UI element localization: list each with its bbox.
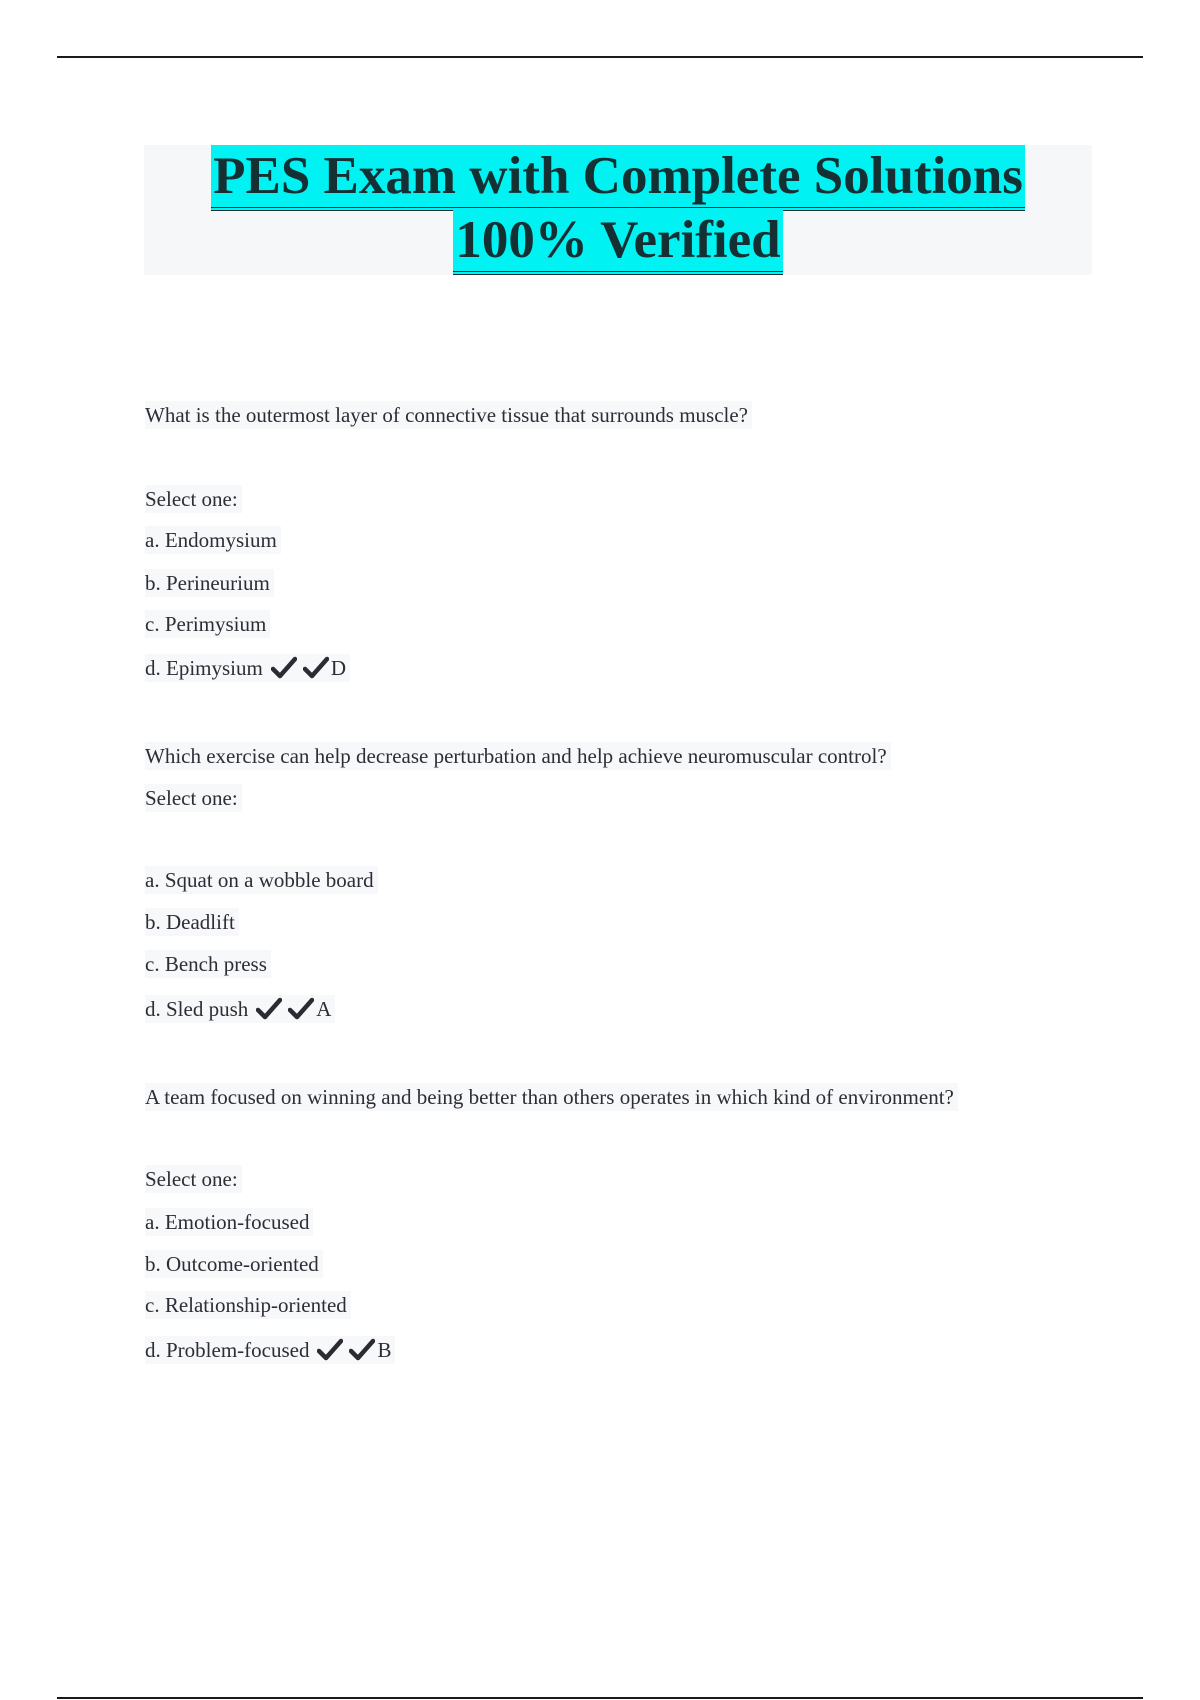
question-2-option-d-row [145,995,335,1023]
question-3-option-b: b. Outcome-oriented [145,1250,323,1278]
question-2-answer: A [316,997,332,1021]
question-3-option-d: d. Problem-focused [145,1338,310,1362]
page-title-line-2: 100% Verified [453,209,782,275]
page-title-line-1: PES Exam with Complete Solutions [211,145,1025,211]
question-3-option-d-row [145,1336,395,1364]
question-3-option-a: a. Emotion-focused [145,1208,313,1236]
question-2-select-label: Select one: [145,784,242,812]
check-icon [303,656,329,680]
question-3-select-label: Select one: [145,1165,242,1193]
question-2-option-d: d. Sled push [145,997,249,1021]
question-2-option-b: b. Deadlift [145,908,239,936]
question-1-option-b: b. Perineurium [145,569,274,597]
check-icon [349,1338,375,1362]
question-2-option-a: a. Squat on a wobble board [145,866,378,894]
question-3-answer: B [377,1338,392,1362]
check-icon [256,997,282,1021]
question-1-option-c: c. Perimysium [145,610,270,638]
question-1-answer: D [330,656,347,680]
question-1-text: What is the outermost layer of connective tissue that surrounds muscle? [145,401,752,429]
title-block [144,145,1092,275]
question-2-text: Which exercise can help decrease perturbation and help achieve neuromuscular control? [145,742,891,770]
question-1-option-d-row [145,654,350,682]
top-rule [57,56,1143,58]
question-1-select-label: Select one: [145,485,242,513]
check-icon [271,656,297,680]
check-icon [288,997,314,1021]
question-3-option-c: c. Relationship-oriented [145,1291,351,1319]
check-icon [317,1338,343,1362]
question-2-option-c: c. Bench press [145,950,271,978]
question-3-text: A team focused on winning and being better than others operates in which kind of environment? [145,1083,958,1111]
question-1-option-d: d. Epimysium [145,656,263,680]
bottom-rule [57,1697,1143,1699]
question-1-option-a: a. Endomysium [145,526,281,554]
